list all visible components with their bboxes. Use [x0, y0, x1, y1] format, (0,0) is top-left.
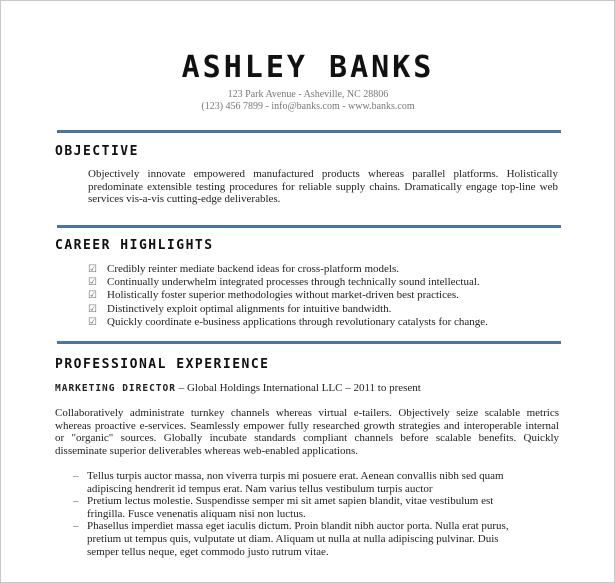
- list-item: – Tellus turpis auctor massa, non viverra turpis mi posuere erat. Aenean convallis nibh sed quam adipiscing hendrerit id tempus erat. Nam varius tellus vestibulum turpis auctor: [73, 470, 504, 495]
- list-item: ☑ Credibly reinter mediate backend ideas for cross-platform models.: [88, 263, 400, 275]
- checkbox-icon: ☑: [88, 316, 97, 328]
- job-line: [55, 382, 421, 394]
- job-summary: Collaboratively administrate turnkey channels whereas virtual e-tailers. Objectively seize scalable metrics whereas proactive e-services. Seamlessly empower fully researched growth strategies and interoperable internal or "organic" sources. Globally incubate standards compliant channels before scalable benefits. Quickly disseminate superior deliverables whereas web-enabled applications.: [55, 407, 559, 457]
- checkbox-icon: ☑: [88, 277, 97, 289]
- objective-text: Objectively innovate empowered manufactured products whereas parallel platforms. Holistically predominate extensible testing procedures for reliable supply chains. Dramatically engage top-line web services vis-a-vis cutting-edge deliverables.: [88, 168, 558, 206]
- contact-line: (123) 456 7899 - info@banks.com - www.banks.com: [201, 101, 415, 112]
- checkbox-icon: ☑: [88, 303, 97, 315]
- list-item: – Pretium lectus molestie. Suspendisse semper mi sit amet sapien blandit, vitae vestibulum est fringilla. Fusce venenatis aliquam nisi non luctus.: [73, 495, 494, 520]
- address-line: 123 Park Avenue - Asheville, NC 28806: [227, 89, 389, 100]
- list-item: ☑ Distinctively exploit optimal alignments for intuitive bandwidth.: [88, 302, 392, 315]
- job-title: MARKETING DIRECTOR: [55, 383, 176, 394]
- job-detail: – Global Holdings International LLC – 2011 to present: [175, 382, 421, 394]
- section-divider: [57, 341, 561, 344]
- dash-bullet-icon: –: [73, 470, 79, 482]
- career-highlights-heading: CAREER HIGHLIGHTS: [55, 238, 214, 253]
- list-item: – Phasellus imperdiet massa eget iaculis dictum. Proin blandit nibh auctor porta. Nulla erat purus, pretium ut tempus quis, vulputate ut diam. Aliquam ut nulla at nulla adipiscing pulvinar. Duis semper tellus neque, eget commodo justo rutrum vitae.: [73, 520, 509, 558]
- job-bullets: [73, 470, 528, 558]
- section-divider: [57, 130, 561, 133]
- objective-heading: OBJECTIVE: [55, 144, 139, 159]
- resume-name: ASHLEY BANKS: [181, 50, 435, 85]
- list-item: ☑ Quickly coordinate e-business applications through revolutionary catalysts for change.: [88, 315, 488, 328]
- list-item: ☑ Continually underwhelm integrated processes through technically sound intellectual.: [88, 276, 480, 289]
- highlights-list: [88, 263, 558, 329]
- section-divider: [57, 225, 561, 228]
- checkbox-icon: ☑: [88, 290, 97, 302]
- checkbox-icon: ☑: [88, 264, 97, 275]
- dash-bullet-icon: –: [73, 520, 79, 533]
- list-item: ☑ Holistically foster superior methodologies without market-driven best practices.: [88, 289, 459, 302]
- professional-experience-heading: PROFESSIONAL EXPERIENCE: [55, 357, 270, 372]
- dash-bullet-icon: –: [73, 495, 79, 508]
